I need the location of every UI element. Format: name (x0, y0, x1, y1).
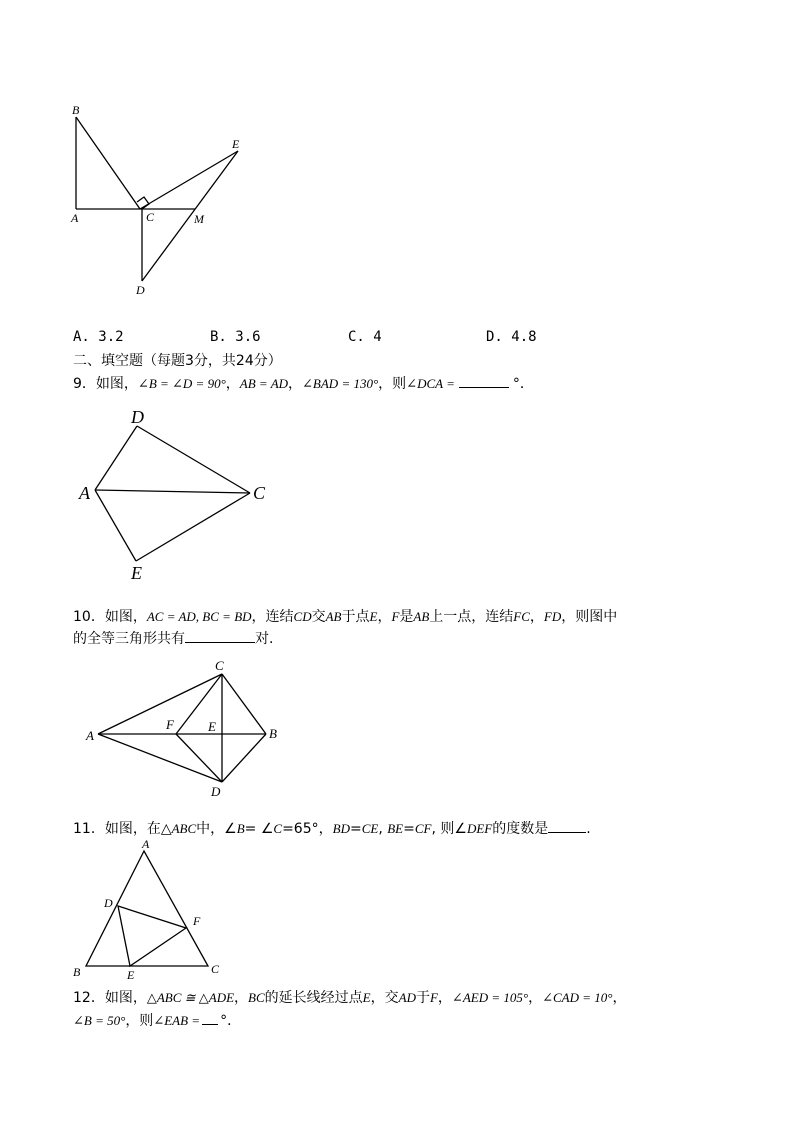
label-b: B (269, 726, 277, 741)
q10-e: E (369, 609, 378, 624)
label-d: D (211, 784, 221, 799)
q12-t7: ， (612, 990, 627, 1006)
label-m: M (194, 212, 204, 226)
label-c: C (146, 210, 155, 224)
q11-t1: 中，∠ (196, 821, 237, 837)
label-e: E (127, 968, 135, 982)
figure-q11 (0, 0, 320, 1000)
label-d: D (131, 407, 144, 427)
q11-abc: ABC (171, 821, 197, 836)
q9-tail: °． (512, 376, 534, 392)
q10-ab2: AB (413, 609, 430, 624)
label-a: A (79, 483, 90, 503)
choice-d[interactable]: D. 4.8 (486, 329, 537, 345)
q11-t9: . (586, 821, 591, 837)
q9-sep1: ， (225, 376, 240, 392)
q10-t2: 交 (311, 609, 326, 625)
q11-be: BE (387, 821, 404, 836)
q11-cf: CF (414, 821, 432, 836)
question-12-line-2 (73, 1010, 241, 1030)
q10-t1: ，连结 (251, 609, 294, 625)
q9-cond1: ∠B = ∠D = 90° (137, 376, 226, 391)
label-b: B (73, 965, 81, 979)
label-a: A (71, 211, 79, 225)
q9-number: 9．如图， (73, 376, 138, 392)
section-heading: 二、填空题（每题3分，共24分） (73, 353, 282, 369)
q12-t2: 的延长线经过点 (264, 990, 363, 1006)
q12-number: 12．如图， (73, 990, 147, 1006)
q12-cong: △ABC ≅ △ADE (146, 990, 235, 1005)
q11-def: DEF (466, 821, 493, 836)
q9-answer-blank[interactable] (459, 374, 509, 388)
q10-t6: 上一点，连结 (429, 609, 514, 625)
q10-fc: FC (513, 609, 530, 624)
label-c: C (211, 962, 220, 976)
q12-t6: ， (528, 990, 543, 1006)
q11-t8: 的度数是 (492, 821, 549, 837)
q12-cad: ∠CAD = 10° (542, 990, 613, 1005)
q9-ask: ∠DCA = (406, 376, 455, 391)
q10-fd: FD (543, 609, 562, 624)
q9-mid: ，则 (378, 376, 407, 392)
q12-t4: 于 (415, 990, 430, 1006)
q11-t6: = (403, 821, 415, 837)
label-f: F (166, 717, 174, 732)
q12-eab: ∠EAB = (153, 1013, 201, 1028)
label-a: A (86, 728, 94, 743)
q11-t5: , (378, 821, 388, 837)
label-e: E (232, 137, 240, 151)
q10-t4: ， (377, 609, 392, 625)
label-e: E (208, 719, 216, 734)
label-e: E (131, 563, 142, 583)
q12-t3: ，交 (370, 990, 399, 1006)
question-12-line-1 (73, 987, 626, 1007)
choice-b[interactable]: B. 3.6 (210, 329, 261, 345)
label-d: D (136, 283, 145, 297)
q10-cd: CD (293, 609, 312, 624)
q10-f: F (391, 609, 400, 624)
q11-t7: , 则∠ (431, 821, 467, 837)
q9-cond3: ∠BAD = 130° (302, 376, 379, 391)
q10-line2-end: 对. (255, 631, 274, 647)
triangle-def (118, 906, 186, 966)
q11-t4: = (349, 821, 362, 837)
q12-t9: °． (220, 1013, 242, 1029)
q10-t5: 是 (399, 609, 414, 625)
q10-number: 10．如图， (73, 609, 147, 625)
q11-ce: CE (361, 821, 379, 836)
q10-ab1: AB (325, 609, 342, 624)
q9-sep2: ， (288, 376, 303, 392)
q11-t2: = ∠ (244, 821, 274, 837)
q12-f: F (429, 990, 438, 1005)
label-c: C (253, 483, 266, 503)
q10-line2-start: 的全等三角形共有 (73, 631, 185, 647)
q11-b: B (236, 821, 245, 836)
q11-answer-blank[interactable] (548, 819, 586, 833)
q11-c: C (273, 821, 283, 836)
q12-aed: ∠AED = 105° (451, 990, 529, 1005)
label-a: A (142, 837, 150, 851)
label-c: C (215, 658, 224, 673)
q11-t3: =65°， (282, 821, 333, 837)
q12-bc: BC (248, 990, 265, 1005)
q10-t3: 于点 (341, 609, 370, 625)
label-b: B (72, 103, 80, 117)
choice-a[interactable]: A. 3.2 (73, 329, 124, 345)
q11-bd: BD (332, 821, 350, 836)
q12-b50: ∠B = 50° (73, 1013, 126, 1028)
choice-c[interactable]: C. 4 (348, 329, 382, 345)
q12-ad: AD (398, 990, 416, 1005)
q12-t1: ， (234, 990, 249, 1006)
q12-t5: ， (437, 990, 452, 1006)
q10-t8: ，则图中 (561, 609, 618, 625)
q12-answer-blank[interactable] (202, 1011, 218, 1025)
label-f: F (193, 914, 201, 928)
q12-e: E (362, 990, 371, 1005)
q11-number: 11．如图，在△ (73, 821, 172, 837)
q12-t8: ，则 (125, 1013, 154, 1029)
q10-t7: ， (529, 609, 544, 625)
label-d: D (104, 896, 113, 910)
q10-cond1: AC = AD, BC = BD (146, 609, 252, 624)
q9-cond2: AB = AD (239, 376, 289, 391)
